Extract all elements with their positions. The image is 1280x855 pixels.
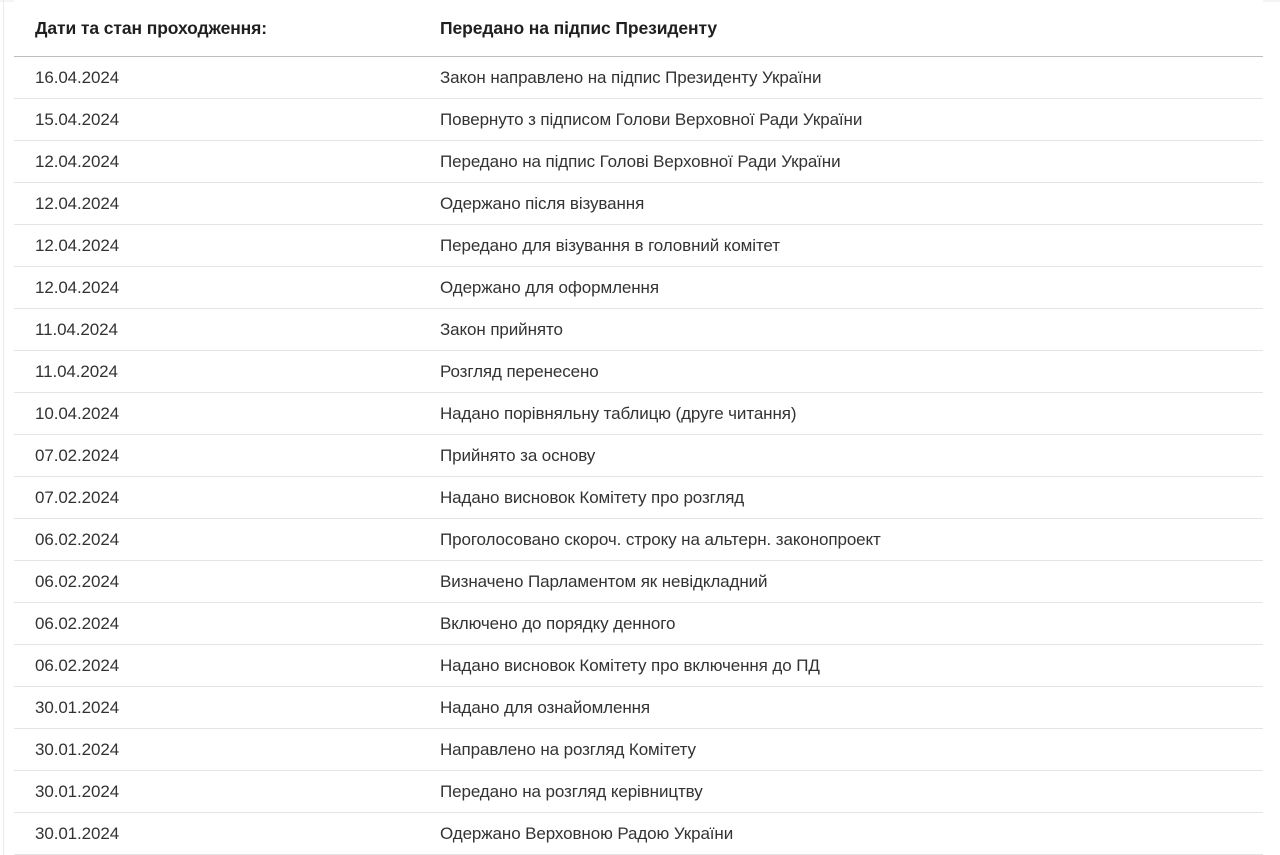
table-row [14,393,1263,435]
row-status: Прийнято за основу [440,445,596,465]
row-status: Надано для ознайомлення [440,697,651,717]
row-date: 11.04.2024 [35,361,118,381]
row-date: 15.04.2024 [35,109,120,129]
row-status: Надано порівняльну таблицю (друге читання) [440,403,797,423]
row-status: Повернуто з підписом Голови Верховної Ради України [440,109,863,129]
row-status: Передано на розгляд керівництву [440,781,703,801]
table-row [14,519,1263,561]
row-date: 07.02.2024 [35,487,120,507]
row-status: Передано для візування в головний комітет [440,235,780,255]
row-date: 12.04.2024 [35,193,120,213]
status-table-body [14,57,1263,855]
table-row [14,603,1263,645]
table-row [14,267,1263,309]
row-status: Закон прийнято [440,319,563,339]
row-date: 30.01.2024 [35,823,120,843]
table-header-row [14,0,1263,57]
row-date: 30.01.2024 [35,739,120,759]
row-status: Передано на підпис Голові Верховної Ради України [440,151,841,171]
row-status: Одержано після візування [440,193,645,213]
table-row [14,687,1263,729]
row-date: 12.04.2024 [35,151,120,171]
table-row [14,309,1263,351]
row-status: Проголосовано скороч. строку на альтерн. законопроект [440,529,881,549]
row-date: 07.02.2024 [35,445,120,465]
row-status: Надано висновок Комітету про розгляд [440,487,745,507]
table-row [14,99,1263,141]
table-row [14,141,1263,183]
header-current-status: Передано на підпис Президенту [440,17,718,38]
table-row [14,351,1263,393]
row-status: Одержано для оформлення [440,277,659,297]
row-date: 06.02.2024 [35,529,120,549]
row-date: 30.01.2024 [35,781,120,801]
table-row [14,813,1263,855]
row-status: Включено до порядку денного [440,613,676,633]
table-row [14,645,1263,687]
row-date: 11.04.2024 [35,319,118,339]
row-status: Розгляд перенесено [440,361,599,381]
bill-status-history-table [14,0,1263,855]
table-row [14,435,1263,477]
row-status: Направлено на розгляд Комітету [440,739,696,759]
table-row [14,57,1263,99]
table-row [14,561,1263,603]
row-status: Надано висновок Комітету про включення до ПД [440,655,820,675]
table-row [14,771,1263,813]
table-row [14,183,1263,225]
table-row [14,225,1263,267]
row-date: 06.02.2024 [35,613,120,633]
table-row [14,477,1263,519]
row-date: 06.02.2024 [35,655,120,675]
row-status: Закон направлено на підпис Президенту України [440,67,822,87]
row-date: 12.04.2024 [35,277,120,297]
row-date: 12.04.2024 [35,235,120,255]
row-date: 30.01.2024 [35,697,120,717]
row-status: Одержано Верховною Радою України [440,823,734,843]
header-dates-label: Дати та стан проходження: [35,17,267,38]
row-date: 10.04.2024 [35,403,120,423]
row-date: 16.04.2024 [35,67,120,87]
left-edge-divider [3,0,4,855]
table-row [14,729,1263,771]
row-status: Визначено Парламентом як невідкладний [440,571,768,591]
row-date: 06.02.2024 [35,571,120,591]
